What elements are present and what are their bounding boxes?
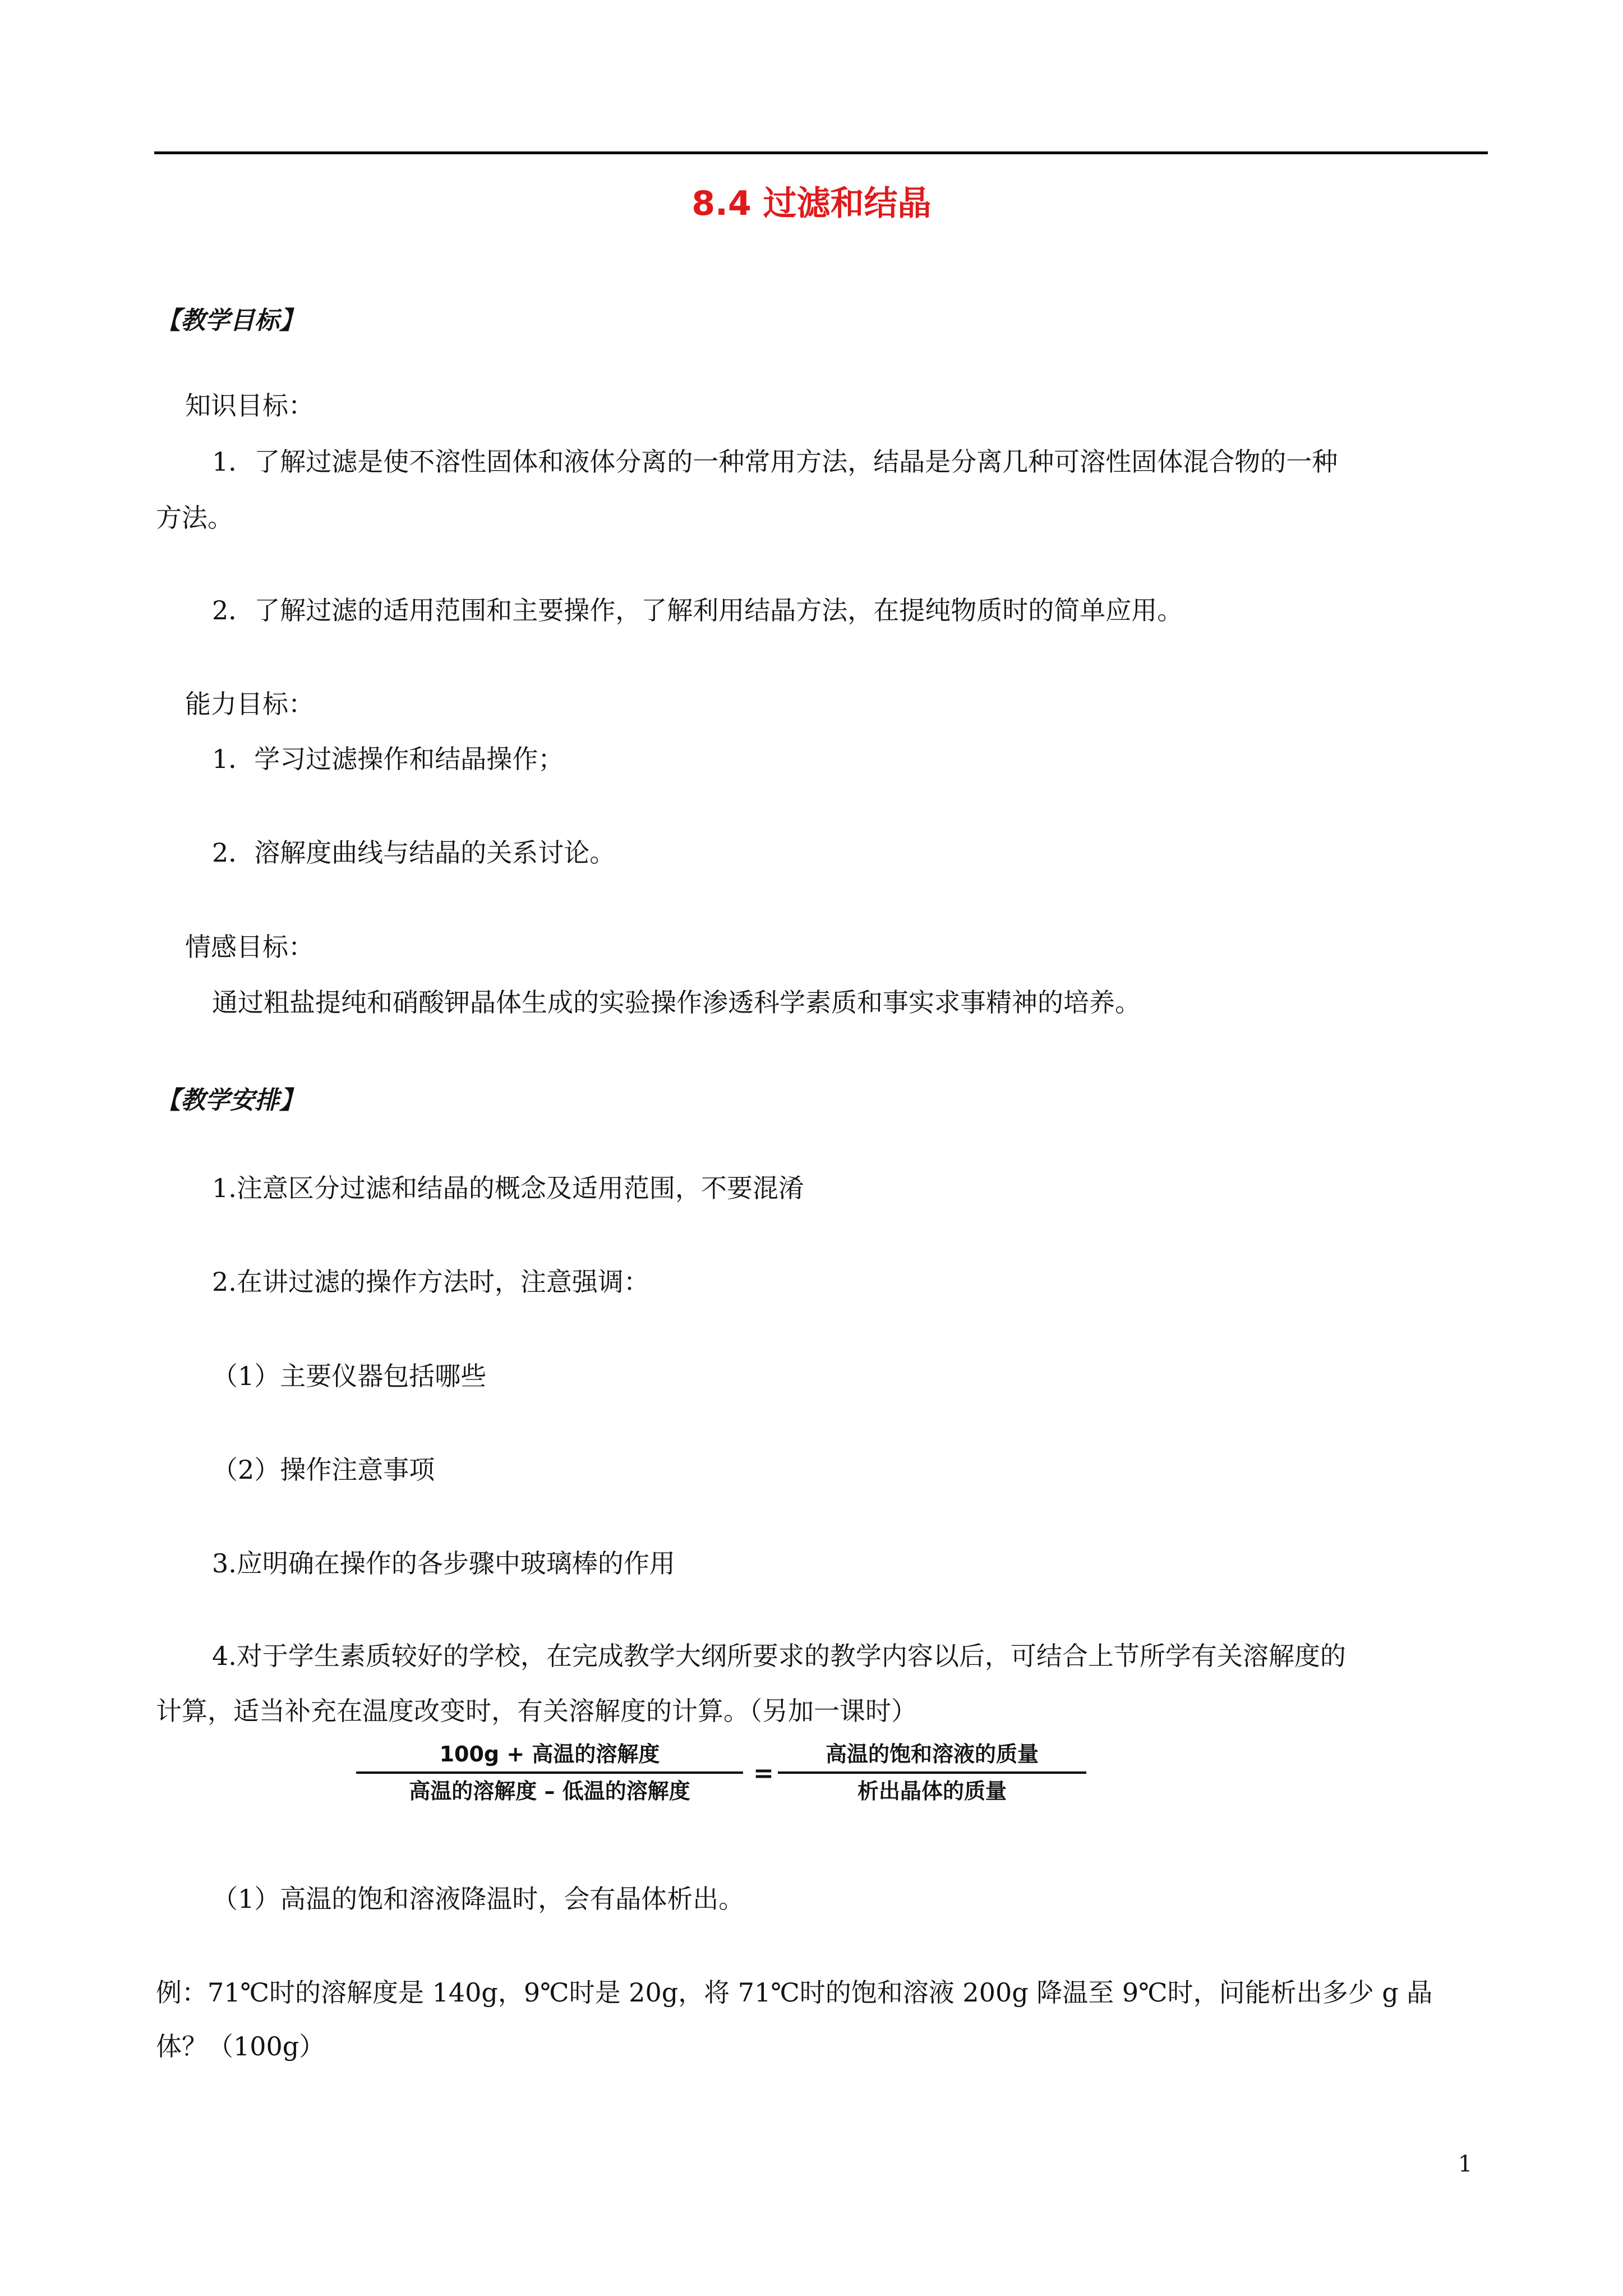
section-heading-arrange: 【教学安排】 — [156, 1086, 304, 1115]
arrange-item-4: 4.对于学生素质较好的学校，在完成教学大纲所要求的教学内容以后，可结合上节所学有关溶解度的 — [212, 1641, 1346, 1671]
header-rule — [154, 151, 1488, 154]
arrange-subitem-1: （1）主要仪器包括哪些 — [212, 1361, 487, 1391]
knowledge-item-1: 1．了解过滤是使不溶性固体和液体分离的一种常用方法，结晶是分离几种可溶性固体混合物的一种 — [212, 447, 1338, 477]
example-text: 例：71℃时的溶解度是 140g，9℃时是 20g，将 71℃时的饱和溶液 200g 降温至 9℃时，问能析出多少 g 晶 — [156, 1977, 1433, 2008]
formula-right-bar — [778, 1772, 1086, 1774]
emotion-text: 通过粗盐提纯和硝酸钾晶体生成的实验操作渗透科学素质和事实求事精神的培养。 — [212, 987, 1141, 1018]
section-heading-goals: 【教学目标】 — [156, 306, 304, 335]
emotion-label: 情感目标： — [185, 932, 314, 962]
ability-item-1: 1．学习过滤操作和结晶操作； — [212, 744, 564, 774]
formula-left-numerator: 100g + 高温的溶解度 — [439, 1742, 660, 1766]
formula-left-bar — [356, 1772, 743, 1774]
example-text-cont: 体？（100g） — [156, 2031, 325, 2062]
formula-right-denominator: 析出晶体的质量 — [857, 1779, 1007, 1803]
solubility-formula — [356, 1739, 1091, 1812]
arrange-subitem-2: （2）操作注意事项 — [212, 1455, 435, 1485]
arrange-item-3: 3.应明确在操作的各步骤中玻璃棒的作用 — [212, 1548, 675, 1579]
arrange-item-2: 2.在讲过滤的操作方法时，注意强调： — [212, 1267, 649, 1297]
arrange-item-1: 1.注意区分过滤和结晶的概念及适用范围，不要混淆 — [212, 1173, 804, 1203]
formula-equals: = — [753, 1759, 774, 1788]
case-1: （1）高温的饱和溶液降温时，会有晶体析出。 — [212, 1884, 745, 1914]
ability-label: 能力目标： — [185, 689, 314, 719]
arrange-item-4-cont: 计算，适当补充在温度改变时，有关溶解度的计算。（另加一课时） — [156, 1696, 917, 1726]
page-number: 1 — [1458, 2151, 1473, 2177]
formula-left-denominator: 高温的溶解度 – 低温的溶解度 — [409, 1779, 690, 1803]
knowledge-label: 知识目标： — [185, 390, 314, 421]
ability-item-2: 2．溶解度曲线与结晶的关系讨论。 — [212, 838, 616, 868]
page-title: 8.4 过滤和结晶 — [691, 184, 932, 223]
knowledge-item-2: 2．了解过滤的适用范围和主要操作，了解利用结晶方法，在提纯物质时的简单应用。 — [212, 595, 1183, 625]
formula-left-fraction — [356, 1739, 743, 1806]
formula-right-numerator: 高温的饱和溶液的质量 — [825, 1742, 1039, 1766]
knowledge-item-1-cont: 方法。 — [156, 503, 233, 533]
formula-right-fraction — [778, 1739, 1086, 1806]
